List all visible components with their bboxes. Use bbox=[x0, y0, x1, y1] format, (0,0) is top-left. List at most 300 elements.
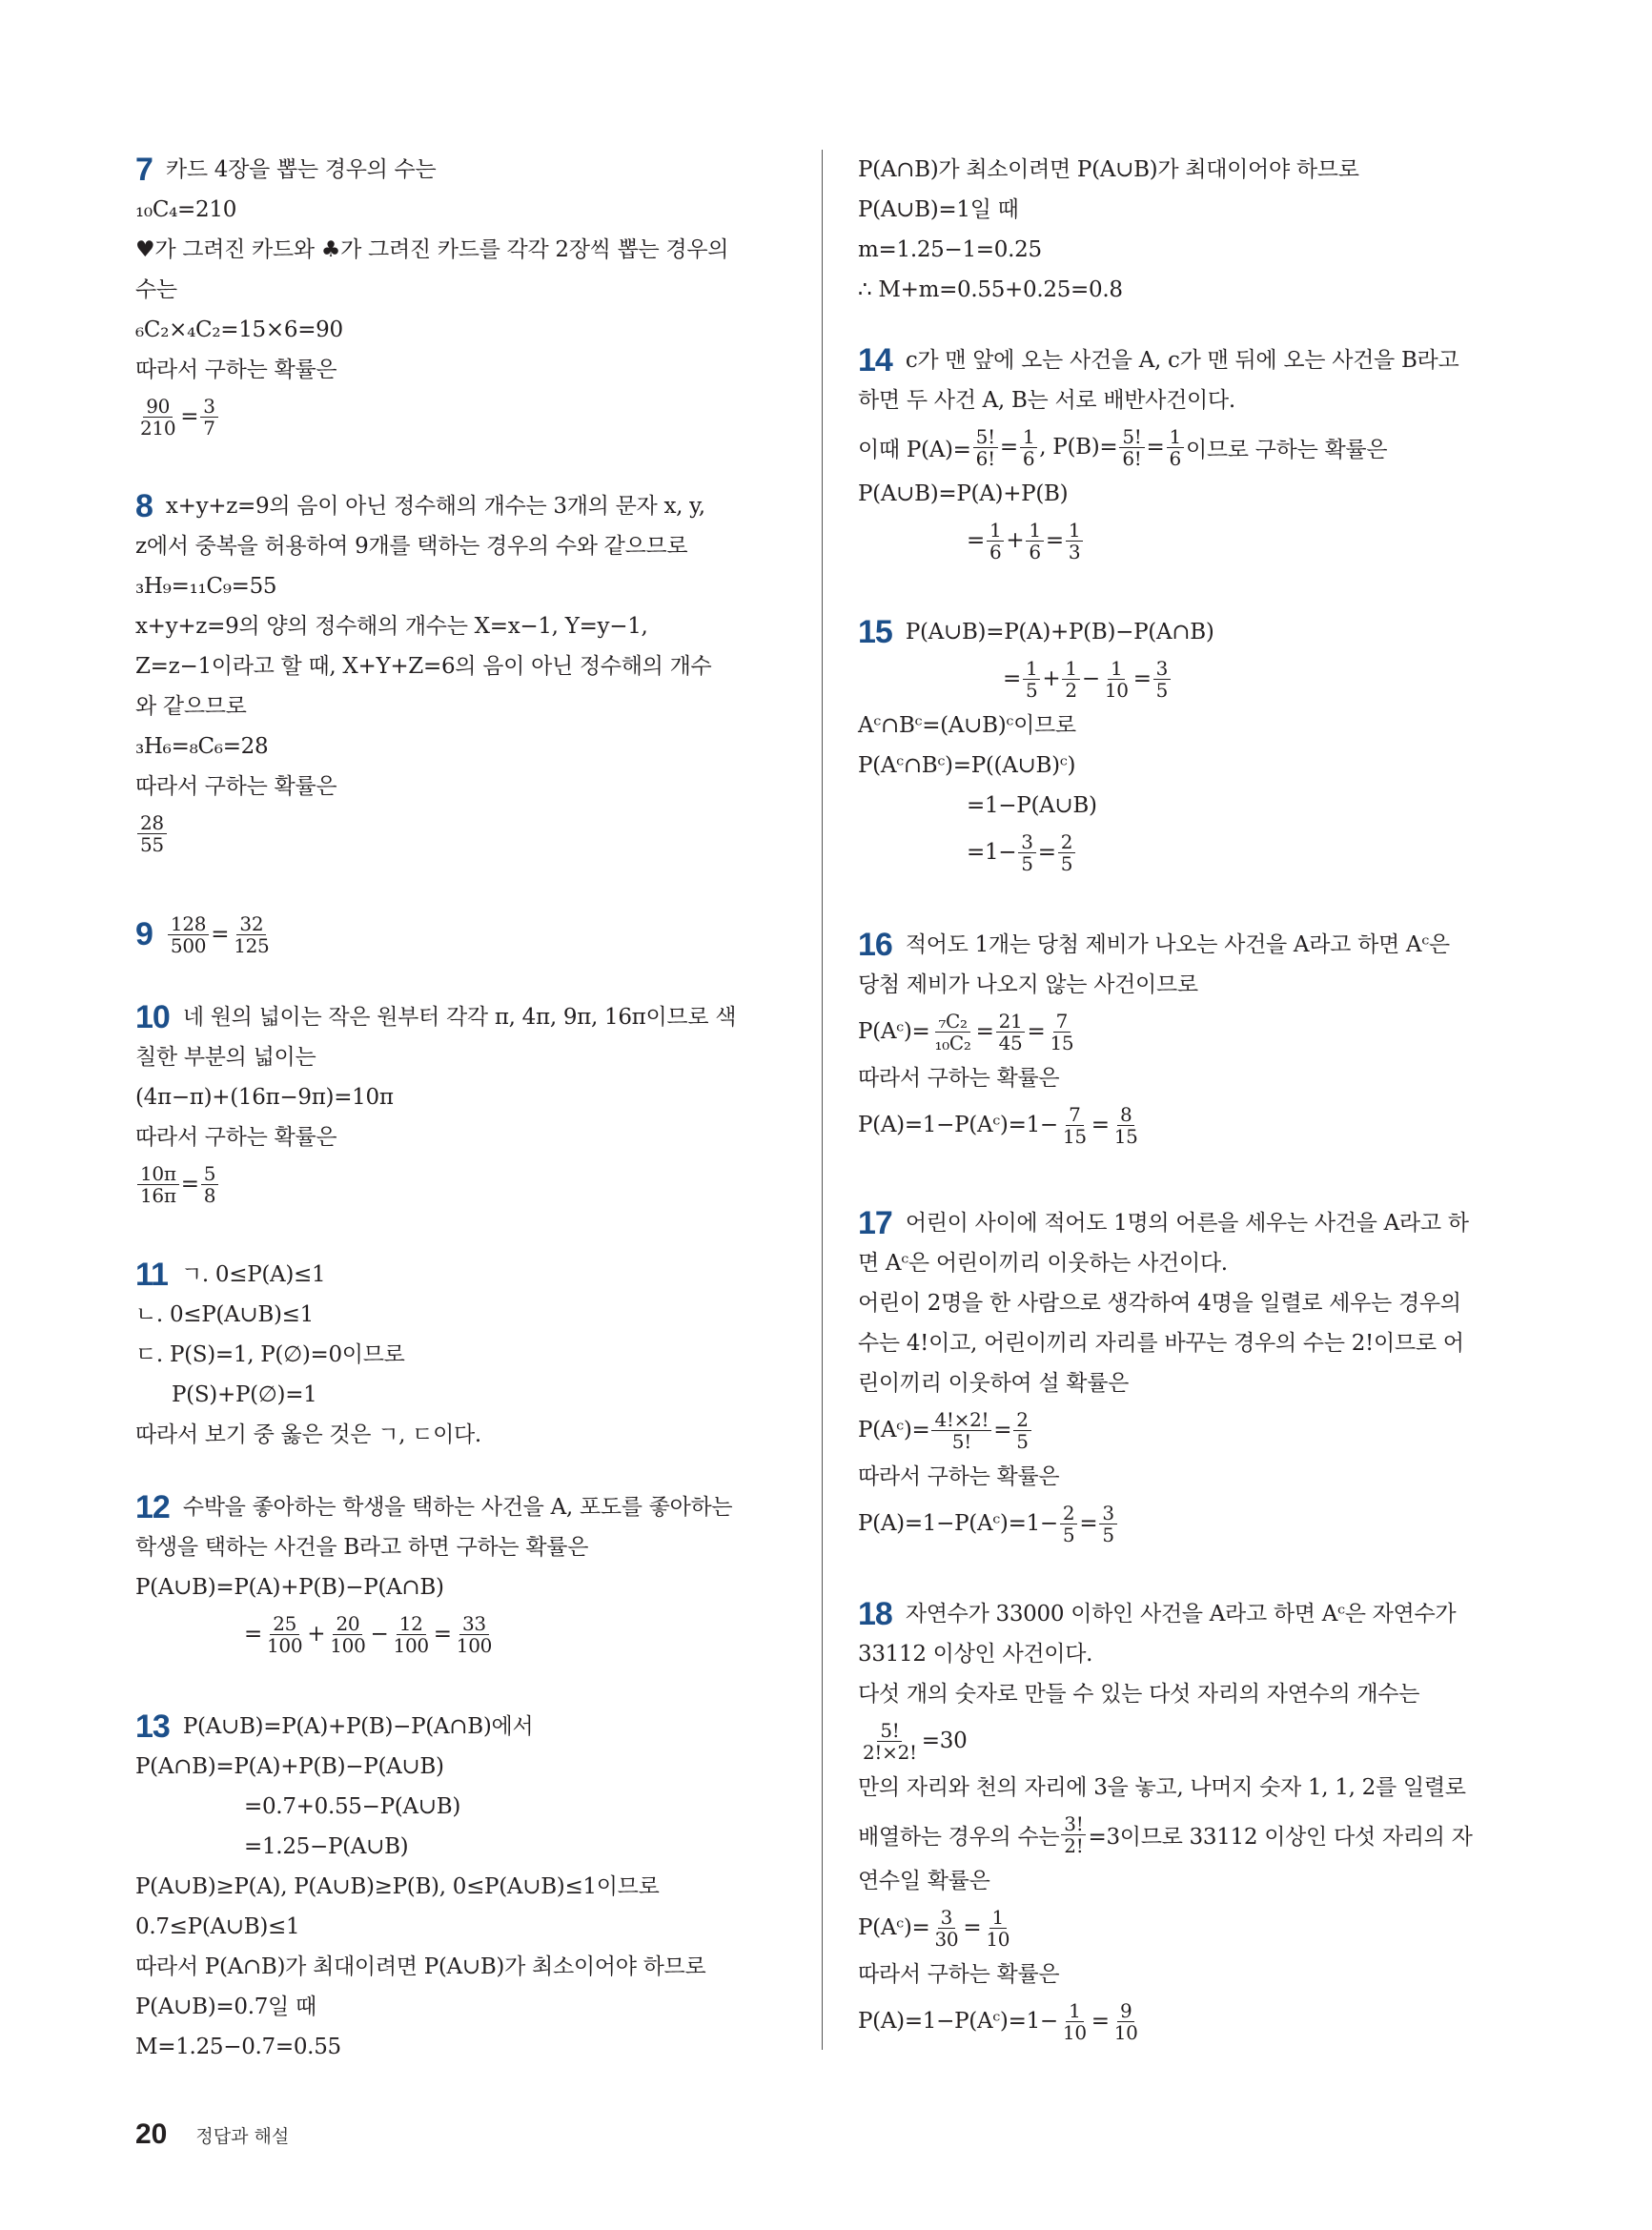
math-text: = bbox=[1091, 1113, 1110, 1137]
math-text: = bbox=[433, 1622, 452, 1647]
problem-block bbox=[135, 908, 793, 961]
fraction-denominator: 6 bbox=[989, 540, 1002, 563]
solution-line bbox=[858, 1457, 1516, 1497]
fraction bbox=[264, 1613, 305, 1656]
fraction-numerator: 12 bbox=[397, 1613, 426, 1635]
math-text: P(A∪B)=P(A)+P(B)−P(A∩B)에서 bbox=[182, 1714, 534, 1739]
math-text: =1− bbox=[967, 840, 1017, 865]
solution-line bbox=[135, 997, 793, 1037]
fraction-denominator: 6! bbox=[975, 446, 995, 470]
math-text: = bbox=[999, 435, 1018, 460]
fraction bbox=[1026, 520, 1043, 563]
fraction bbox=[996, 1011, 1026, 1054]
fraction bbox=[931, 1907, 961, 1950]
fraction-numerator: 3 bbox=[1153, 658, 1171, 680]
solution-line bbox=[858, 1403, 1516, 1457]
fraction-numerator: 3 bbox=[200, 396, 217, 418]
solution-line bbox=[858, 1901, 1516, 1954]
math-text: 와 같으므로 bbox=[135, 694, 247, 719]
math-text: 따라서 구하는 확률은 bbox=[858, 1066, 1060, 1091]
problem-number: 14 bbox=[858, 342, 892, 378]
math-text: P(Aᶜ∩Bᶜ)=P((A∪B)ᶜ) bbox=[858, 753, 1076, 778]
solution-line bbox=[858, 1768, 1516, 1808]
math-text: 연수일 확률은 bbox=[858, 1869, 990, 1893]
math-text: P(A∩B)=P(A)+P(B)−P(A∪B) bbox=[135, 1754, 444, 1779]
problem-block bbox=[858, 150, 1516, 310]
fraction-numerator: 1 bbox=[1066, 520, 1083, 542]
solution-line bbox=[858, 474, 1516, 514]
solution-line bbox=[858, 1594, 1516, 1634]
problem-block bbox=[858, 340, 1516, 567]
fraction-numerator: ₇C₂ bbox=[935, 1011, 969, 1033]
math-text: P(A∪B)=P(A)+P(B)−P(A∩B) bbox=[905, 620, 1214, 644]
fraction-numerator: 21 bbox=[996, 1011, 1026, 1033]
fraction bbox=[137, 1163, 179, 1206]
problem-block bbox=[135, 486, 793, 860]
solution-line bbox=[858, 340, 1516, 380]
math-text: 수박을 좋아하는 학생을 택하는 사건을 A, 포도를 좋아하는 bbox=[182, 1495, 733, 1520]
fraction-denominator: 15 bbox=[1050, 1031, 1074, 1054]
math-text: 자연수가 33000 이하인 사건을 A라고 하면 Aᶜ은 자연수가 bbox=[905, 1602, 1457, 1626]
math-text: 0.7≤P(A∪B)≤1 bbox=[135, 1914, 300, 1939]
solution-line bbox=[858, 150, 1516, 190]
fraction bbox=[1102, 658, 1132, 701]
solution-line bbox=[135, 1527, 793, 1567]
math-text: =30 bbox=[921, 1729, 968, 1753]
fraction bbox=[1023, 658, 1040, 701]
solution-line bbox=[135, 526, 793, 566]
solution-line bbox=[858, 1323, 1516, 1363]
math-text: 따라서 구하는 확률은 bbox=[135, 358, 337, 382]
math-text: =0.7+0.55−P(A∪B) bbox=[244, 1794, 461, 1819]
fraction-numerator: 5 bbox=[201, 1163, 218, 1185]
fraction-denominator: ₁₀C₂ bbox=[934, 1031, 971, 1054]
fraction-denominator: 5 bbox=[1021, 851, 1033, 875]
math-text: = bbox=[993, 1418, 1012, 1442]
math-text: M=1.25−0.7=0.55 bbox=[135, 2035, 341, 2059]
math-text: P(A)=1−P(Aᶜ)=1− bbox=[858, 1113, 1058, 1137]
math-text: ₃H₆=₈C₆=28 bbox=[135, 734, 269, 759]
solution-line bbox=[858, 786, 1516, 826]
solution-line bbox=[135, 1157, 793, 1211]
solution-line bbox=[135, 908, 793, 961]
fraction bbox=[1013, 1409, 1030, 1452]
solution-line bbox=[135, 726, 793, 767]
solution-line bbox=[135, 270, 793, 310]
problem-number: 15 bbox=[858, 614, 892, 650]
fraction-denominator: 10 bbox=[1113, 2020, 1138, 2044]
math-text: = bbox=[180, 404, 199, 429]
solution-line bbox=[135, 1787, 793, 1827]
fraction-denominator: 2!×2! bbox=[863, 1740, 917, 1764]
math-text: = bbox=[1079, 1511, 1098, 1536]
problem-block bbox=[135, 1487, 793, 1661]
solution-line bbox=[135, 230, 793, 270]
math-text: c가 맨 앞에 오는 사건을 A, c가 맨 뒤에 오는 사건을 B라고 bbox=[905, 348, 1459, 373]
fraction bbox=[973, 426, 998, 469]
math-text: =3이므로 33112 이상인 다섯 자리의 자 bbox=[1088, 1824, 1473, 1850]
solution-line bbox=[135, 566, 793, 606]
fraction-numerator: 25 bbox=[270, 1613, 299, 1635]
solution-line bbox=[135, 350, 793, 390]
solution-line bbox=[135, 1077, 793, 1117]
solution-line bbox=[858, 1283, 1516, 1323]
problem-block bbox=[858, 612, 1516, 879]
fraction bbox=[931, 1011, 973, 1054]
fraction-denominator: 5 bbox=[1102, 1523, 1114, 1546]
fraction bbox=[1060, 2000, 1090, 2043]
math-text: = bbox=[963, 1915, 982, 1940]
fraction-denominator: 100 bbox=[456, 1633, 493, 1657]
fraction-numerator: 28 bbox=[137, 812, 167, 834]
solution-line bbox=[135, 646, 793, 686]
fraction-denominator: 45 bbox=[998, 1031, 1023, 1054]
solution-line bbox=[135, 1255, 793, 1295]
fraction-denominator: 500 bbox=[170, 933, 207, 957]
problem-block bbox=[135, 1255, 793, 1455]
fraction-numerator: 32 bbox=[236, 913, 266, 935]
solution-line bbox=[135, 486, 793, 526]
fraction-denominator: 15 bbox=[1062, 1124, 1087, 1148]
math-text: 따라서 구하는 확률은 bbox=[858, 1962, 1060, 1987]
solution-line bbox=[858, 1497, 1516, 1550]
fraction bbox=[1066, 520, 1083, 563]
solution-line bbox=[135, 1827, 793, 1867]
fraction-numerator: 128 bbox=[168, 913, 209, 935]
fraction bbox=[1018, 831, 1035, 874]
fraction-numerator: 5! bbox=[877, 1720, 902, 1742]
math-text: = bbox=[244, 1622, 262, 1647]
math-text: 따라서 P(A∩B)가 최대이려면 P(A∪B)가 최소이어야 하므로 bbox=[135, 1954, 706, 1979]
fraction-numerator: 7 bbox=[1053, 1011, 1071, 1033]
math-text: P(A∪B)≥P(A), P(A∪B)≥P(B), 0≤P(A∪B)≤1이므로 bbox=[135, 1874, 660, 1899]
fraction-numerator: 1 bbox=[989, 1907, 1007, 1929]
math-text: 린이끼리 이웃하여 설 확률은 bbox=[858, 1371, 1130, 1396]
fraction bbox=[1167, 426, 1184, 469]
fraction-denominator: 210 bbox=[140, 416, 176, 440]
solution-line bbox=[135, 310, 793, 350]
solution-line bbox=[858, 1005, 1516, 1058]
fraction-denominator: 6 bbox=[1169, 446, 1181, 470]
fraction bbox=[1020, 426, 1037, 469]
math-text: P(A∪B)=1일 때 bbox=[858, 197, 1019, 222]
math-text: 배열하는 경우의 수는 bbox=[858, 1824, 1060, 1850]
fraction bbox=[1061, 1813, 1086, 1856]
fraction-numerator: 1 bbox=[1023, 658, 1040, 680]
fraction bbox=[454, 1613, 495, 1656]
fraction-denominator: 5! bbox=[951, 1429, 971, 1453]
fraction-numerator: 7 bbox=[1066, 1104, 1083, 1126]
problem-block bbox=[135, 1707, 793, 2067]
problem-block bbox=[858, 1203, 1516, 1550]
fraction-denominator: 7 bbox=[203, 416, 215, 440]
solution-line bbox=[858, 826, 1516, 879]
fraction-numerator: 2 bbox=[1060, 1503, 1077, 1524]
problem-number: 9 bbox=[135, 915, 153, 952]
math-text: P(A∩B)가 최소이려면 P(A∪B)가 최대이어야 하므로 bbox=[858, 157, 1359, 182]
fraction-denominator: 8 bbox=[203, 1183, 216, 1207]
fraction-numerator: 20 bbox=[333, 1613, 362, 1635]
fraction bbox=[1062, 658, 1079, 701]
solution-line bbox=[135, 190, 793, 230]
solution-line bbox=[135, 1707, 793, 1747]
math-text: x+y+z=9의 음이 아닌 정수해의 개수는 3개의 문자 x, y, bbox=[165, 494, 705, 519]
fraction-denominator: 6! bbox=[1122, 446, 1142, 470]
solution-line bbox=[858, 965, 1516, 1005]
solution-line bbox=[135, 1375, 793, 1415]
solution-line bbox=[135, 2027, 793, 2067]
fraction bbox=[987, 520, 1004, 563]
problem-number: 10 bbox=[135, 999, 170, 1035]
solution-line bbox=[858, 190, 1516, 230]
solution-line bbox=[858, 1098, 1516, 1152]
fraction bbox=[1060, 1503, 1077, 1545]
fraction bbox=[1119, 426, 1144, 469]
math-text: ㄴ. 0≤P(A∪B)≤1 bbox=[135, 1302, 314, 1327]
math-text: = bbox=[1003, 666, 1021, 691]
fraction bbox=[1099, 1503, 1116, 1545]
fraction bbox=[1112, 1104, 1141, 1147]
fraction-denominator: 2! bbox=[1064, 1833, 1084, 1857]
solution-line bbox=[858, 1058, 1516, 1098]
fraction-denominator: 2 bbox=[1065, 678, 1077, 702]
math-text: 이때 P(A)= bbox=[858, 437, 971, 462]
solution-line bbox=[858, 1203, 1516, 1243]
fraction-denominator: 15 bbox=[1113, 1124, 1138, 1148]
math-text: = bbox=[1132, 666, 1152, 691]
math-text: ㄷ. P(S)=1, P(∅)=0이므로 bbox=[135, 1342, 405, 1367]
solution-line bbox=[858, 1714, 1516, 1768]
solution-line bbox=[858, 514, 1516, 567]
math-text: = bbox=[975, 1019, 994, 1044]
fraction-denominator: 10 bbox=[1062, 2020, 1087, 2044]
solution-line bbox=[135, 1987, 793, 2027]
problem-number: 13 bbox=[135, 1708, 170, 1745]
math-text: + bbox=[1042, 666, 1061, 691]
fraction-denominator: 5 bbox=[1155, 678, 1169, 702]
math-text: 어린이 2명을 한 사람으로 생각하여 4명을 일렬로 세우는 경우의 bbox=[858, 1291, 1461, 1316]
math-text: x+y+z=9의 양의 정수해의 개수는 X=x−1, Y=y−1, bbox=[135, 614, 648, 639]
math-text: = bbox=[1045, 528, 1064, 553]
fraction bbox=[1153, 658, 1171, 701]
fraction-numerator: 10π bbox=[137, 1163, 179, 1185]
math-text: 수는 bbox=[135, 277, 177, 302]
math-text: P(A)=1−P(Aᶜ)=1− bbox=[858, 2009, 1058, 2034]
math-text: Aᶜ∩Bᶜ=(A∪B)ᶜ이므로 bbox=[858, 713, 1076, 738]
solution-line bbox=[135, 1335, 793, 1375]
math-text: ₃H₉=₁₁C₉=55 bbox=[135, 574, 277, 599]
solution-line bbox=[135, 1037, 793, 1077]
fraction-numerator: 5! bbox=[973, 426, 998, 448]
solution-line bbox=[135, 606, 793, 646]
solution-line bbox=[858, 925, 1516, 965]
solution-line bbox=[135, 1415, 793, 1455]
math-text: Z=z−1이라고 할 때, X+Y+Z=6의 음이 아닌 정수해의 개수 bbox=[135, 654, 712, 679]
math-text: = bbox=[967, 528, 985, 553]
fraction-denominator: 10 bbox=[1104, 678, 1129, 702]
math-text: 적어도 1개는 당첨 제비가 나오는 사건을 A라고 하면 Aᶜ은 bbox=[905, 932, 1450, 957]
math-text: 다섯 개의 숫자로 만들 수 있는 다섯 자리의 자연수의 개수는 bbox=[858, 1682, 1420, 1707]
math-text: ₆C₂×₄C₂=15×6=90 bbox=[135, 317, 343, 342]
math-text: + bbox=[1006, 528, 1025, 553]
fraction bbox=[231, 913, 272, 956]
problem-number: 11 bbox=[135, 1257, 168, 1293]
math-text: z에서 중복을 허용하여 9개를 택하는 경우의 수와 같으므로 bbox=[135, 534, 688, 559]
problem-block bbox=[858, 925, 1516, 1152]
fraction-numerator: 3 bbox=[938, 1907, 955, 1929]
solution-line bbox=[135, 1747, 793, 1787]
math-text: 따라서 구하는 확률은 bbox=[858, 1464, 1060, 1489]
math-text: 하면 두 사건 A, B는 서로 배반사건이다. bbox=[858, 388, 1235, 413]
math-text: − bbox=[1081, 666, 1100, 691]
fraction-denominator: 100 bbox=[393, 1633, 429, 1657]
solution-line bbox=[858, 1808, 1516, 1861]
column-divider bbox=[822, 150, 823, 2050]
math-text: P(Aᶜ)= bbox=[858, 1418, 930, 1442]
solution-line bbox=[858, 1243, 1516, 1283]
solution-line bbox=[858, 1954, 1516, 1995]
solution-line bbox=[858, 230, 1516, 270]
problem-block bbox=[135, 150, 793, 443]
math-text: 따라서 보기 중 옳은 것은 ㄱ, ㄷ이다. bbox=[135, 1422, 481, 1447]
math-text: P(Aᶜ)= bbox=[858, 1019, 930, 1044]
fraction-denominator: 5 bbox=[1062, 1523, 1075, 1546]
math-text: 면 Aᶜ은 어린이끼리 이웃하는 사건이다. bbox=[858, 1251, 1228, 1276]
solution-line bbox=[858, 1995, 1516, 2048]
problem-number: 12 bbox=[135, 1489, 170, 1525]
fraction-denominator: 125 bbox=[234, 933, 270, 957]
fraction bbox=[1112, 2000, 1141, 2043]
problem-number: 8 bbox=[135, 488, 153, 524]
fraction-denominator: 100 bbox=[330, 1633, 366, 1657]
math-text: P(Aᶜ)= bbox=[858, 1915, 930, 1940]
math-text: 수는 4!이고, 어린이끼리 자리를 바꾸는 경우의 수는 2!이므로 어 bbox=[858, 1331, 1464, 1356]
math-text: = bbox=[1091, 2009, 1110, 2034]
solution-line bbox=[858, 420, 1516, 474]
math-text: 학생을 택하는 사건을 B라고 하면 구하는 확률은 bbox=[135, 1535, 589, 1560]
math-text: m=1.25−1=0.25 bbox=[858, 237, 1042, 262]
fraction-denominator: 6 bbox=[1029, 540, 1041, 563]
math-text: 당첨 제비가 나오지 않는 사건이므로 bbox=[858, 972, 1198, 997]
solution-line bbox=[858, 652, 1516, 706]
solution-line bbox=[135, 1487, 793, 1527]
page-number: 20 bbox=[135, 2118, 168, 2150]
fraction bbox=[200, 396, 217, 439]
solution-line bbox=[858, 1363, 1516, 1403]
problem-block bbox=[858, 1594, 1516, 2048]
math-text: P(A∪B)=P(A)+P(B) bbox=[858, 481, 1069, 506]
math-text: 33112 이상인 사건이다. bbox=[858, 1642, 1093, 1667]
problem-number: 17 bbox=[858, 1205, 892, 1241]
fraction-numerator: 3 bbox=[1099, 1503, 1116, 1524]
fraction bbox=[860, 1720, 920, 1763]
math-text: − bbox=[370, 1622, 389, 1647]
solution-line bbox=[858, 746, 1516, 786]
math-text: ㄱ. 0≤P(A)≤1 bbox=[180, 1262, 326, 1287]
math-text: P(A∪B)=0.7일 때 bbox=[135, 1995, 316, 2019]
fraction-numerator: 8 bbox=[1117, 1104, 1134, 1126]
fraction-numerator: 9 bbox=[1117, 2000, 1134, 2022]
math-text: 칠한 부분의 넓이는 bbox=[135, 1045, 316, 1070]
fraction bbox=[168, 913, 209, 956]
fraction-numerator: 90 bbox=[143, 396, 173, 418]
fraction-numerator: 33 bbox=[459, 1613, 489, 1635]
fraction-denominator: 3 bbox=[1068, 540, 1081, 563]
math-text: ₁₀C₄=210 bbox=[135, 197, 237, 222]
fraction-denominator: 55 bbox=[140, 832, 164, 856]
fraction-numerator: 2 bbox=[1013, 1409, 1030, 1431]
math-text: 만의 자리와 천의 자리에 3을 놓고, 나머지 숫자 1, 1, 2를 일렬로 bbox=[858, 1775, 1466, 1800]
math-text: + bbox=[307, 1622, 326, 1647]
fraction-numerator: 1 bbox=[1062, 658, 1079, 680]
fraction-numerator: 1 bbox=[1066, 2000, 1083, 2022]
solution-line bbox=[135, 1117, 793, 1157]
math-text: = bbox=[211, 922, 230, 947]
fraction-numerator: 4!×2! bbox=[931, 1409, 991, 1431]
solution-line bbox=[858, 270, 1516, 310]
fraction bbox=[1060, 1104, 1090, 1147]
fraction-denominator: 100 bbox=[266, 1633, 303, 1657]
math-text: , P(B)= bbox=[1039, 435, 1118, 460]
fraction bbox=[931, 1409, 991, 1452]
fraction bbox=[137, 396, 178, 439]
fraction bbox=[391, 1613, 432, 1656]
fraction-denominator: 5 bbox=[1025, 678, 1038, 702]
solution-line bbox=[135, 1867, 793, 1907]
fraction-denominator: 6 bbox=[1022, 446, 1035, 470]
math-text: 따라서 구하는 확률은 bbox=[135, 1125, 337, 1150]
solution-line bbox=[135, 1567, 793, 1607]
solution-line bbox=[135, 1907, 793, 1947]
fraction-numerator: 1 bbox=[987, 520, 1004, 542]
solution-line bbox=[135, 1607, 793, 1661]
fraction-numerator: 1 bbox=[1108, 658, 1125, 680]
fraction bbox=[1047, 1011, 1076, 1054]
fraction bbox=[1058, 831, 1075, 874]
problem-number: 18 bbox=[858, 1596, 892, 1632]
fraction-numerator: 2 bbox=[1058, 831, 1075, 853]
solution-line bbox=[858, 380, 1516, 420]
math-text: 카드 4장을 뽑는 경우의 수는 bbox=[165, 157, 437, 182]
math-text: 따라서 구하는 확률은 bbox=[135, 774, 337, 799]
math-text: =1.25−P(A∪B) bbox=[244, 1834, 409, 1859]
solution-line bbox=[858, 706, 1516, 746]
math-text: ♥가 그려진 카드와 ♣가 그려진 카드를 각각 2장씩 뽑는 경우의 bbox=[135, 237, 729, 262]
math-text: ∴ M+m=0.55+0.25=0.8 bbox=[858, 277, 1123, 302]
problem-number: 7 bbox=[135, 152, 153, 188]
fraction-numerator: 3! bbox=[1061, 1813, 1086, 1835]
solution-line bbox=[135, 686, 793, 726]
fraction-numerator: 5! bbox=[1119, 426, 1144, 448]
problem-block bbox=[135, 997, 793, 1211]
problem-number: 16 bbox=[858, 927, 892, 963]
solution-line bbox=[858, 1634, 1516, 1674]
solution-line bbox=[135, 150, 793, 190]
math-text: =1−P(A∪B) bbox=[967, 793, 1097, 818]
fraction-denominator: 5 bbox=[1016, 1429, 1029, 1453]
fraction-numerator: 1 bbox=[1167, 426, 1184, 448]
solution-line bbox=[135, 390, 793, 443]
solution-line bbox=[135, 807, 793, 860]
page-footer bbox=[135, 2118, 289, 2151]
solution-line bbox=[135, 1947, 793, 1987]
math-text: 네 원의 넓이는 작은 원부터 각각 π, 4π, 9π, 16π이므로 색 bbox=[182, 1005, 737, 1030]
math-text: P(A∪B)=P(A)+P(B)−P(A∩B) bbox=[135, 1575, 444, 1600]
math-text: P(S)+P(∅)=1 bbox=[172, 1382, 317, 1407]
fraction-numerator: 1 bbox=[1020, 426, 1037, 448]
math-text: = bbox=[180, 1172, 199, 1197]
solution-line bbox=[135, 1295, 793, 1335]
